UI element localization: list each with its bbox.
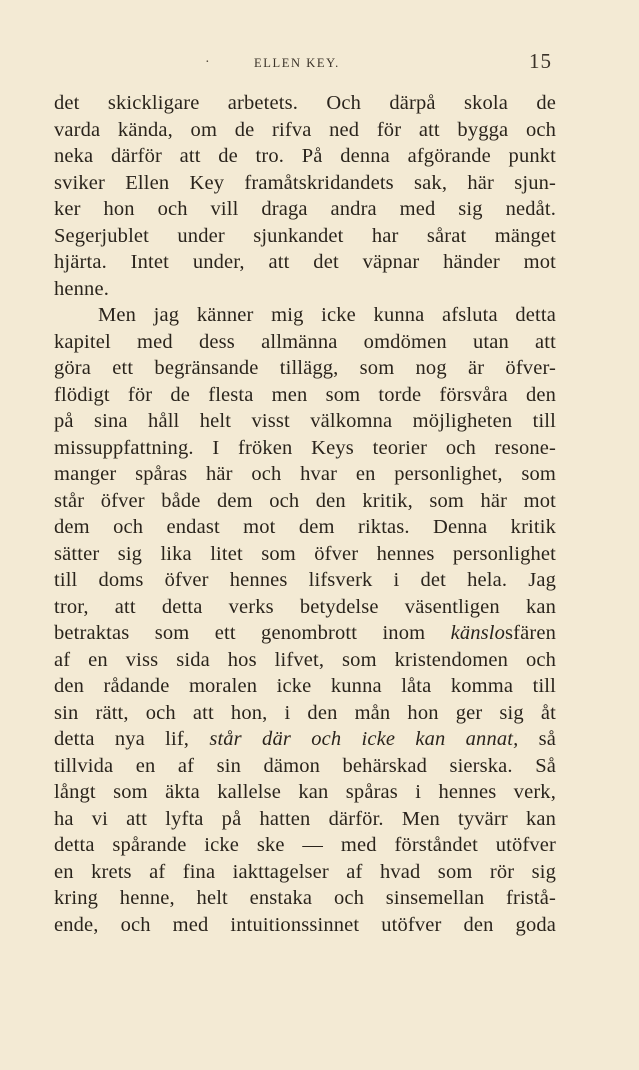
text-line: ker hon och vill draga andra med sig nedåt. [54, 198, 556, 220]
text-line: af en viss sida hos lifvet, som kristendomen och [54, 648, 556, 671]
text-line: tror, att detta verks betydelse väsentligen kan [54, 595, 556, 618]
text-line-italic-star-dar [54, 726, 556, 753]
text-line-italic-kanslo [54, 620, 556, 647]
text-line: kring henne, helt enstaka och sinsemellan fristå- [54, 887, 556, 909]
page-number: 15 [529, 49, 552, 73]
text-line: göra ett begränsande tillägg, som nog är öfver- [54, 357, 556, 379]
text-line: flödigt för de flesta men som torde försvåra den [54, 383, 556, 406]
text-line: ende, och med intuitionssinnet utöfver den goda [54, 913, 556, 936]
text-line: dem och endast mot dem riktas. Denna kritik [54, 516, 556, 538]
running-header [0, 49, 639, 79]
text-segment: betraktas som ett genombrott inom [54, 622, 451, 644]
text-line: sin rätt, och att hon, i den mån hon ger sig åt [54, 701, 556, 724]
text-line: neka därför att de tro. På denna afgörande punkt [54, 145, 556, 167]
text-line: tillvida en af sin dämon behärskad sierska. Så [54, 754, 556, 777]
text-segment: så [518, 728, 556, 750]
text-line: den rådande moralen icke kunna låta komma till [54, 675, 556, 697]
text-line: till doms öfver hennes lifsverk i det hela. Jag [54, 569, 556, 591]
text-segment: detta nya lif, [54, 728, 210, 750]
text-line: detta spårande icke ske — med förståndet utöfver [54, 834, 556, 856]
text-line: Men jag känner mig icke kunna afsluta detta [98, 304, 556, 326]
text-line: ha vi att lyfta på hatten därför. Men tyvärr kan [54, 807, 556, 830]
text-segment: sfären [505, 622, 556, 644]
text-line: en krets af fina iakttagelser af hvad som rör sig [54, 860, 556, 883]
text-line: henne. [54, 277, 109, 300]
text-line: manger spåras här och hvar en personlighet, som [54, 463, 556, 485]
text-line: sviker Ellen Key framåtskridandets sak, här sjun- [54, 171, 556, 194]
text-line: det skickligare arbetets. Och därpå skola de [54, 92, 556, 114]
text-line: hjärta. Intet under, att det väpnar händer mot [54, 251, 556, 273]
text-line: på sina håll helt visst välkomna möjligheten till [54, 410, 556, 432]
text-line: missuppfattning. I fröken Keys teorier och resone- [54, 436, 556, 459]
text-line: långt som äkta kallelse kan spåras i hennes verk, [54, 781, 556, 803]
running-title: ELLEN KEY. [254, 56, 340, 70]
header-dot: · [205, 55, 210, 70]
text-line: sätter sig lika litet som öfver hennes personlighet [54, 542, 556, 565]
text-line: Segerjublet under sjunkandet har sårat mänget [54, 224, 556, 247]
italic-segment: känslo [450, 622, 506, 644]
text-line: står öfver både dem och den kritik, som här mot [54, 489, 556, 512]
text-line: varda kända, om de rifva ned för att bygga och [54, 118, 556, 141]
italic-segment: står där och icke kan annat, [209, 728, 519, 750]
text-line: kapitel med dess allmänna omdömen utan att [54, 330, 556, 353]
body-text [54, 90, 556, 938]
